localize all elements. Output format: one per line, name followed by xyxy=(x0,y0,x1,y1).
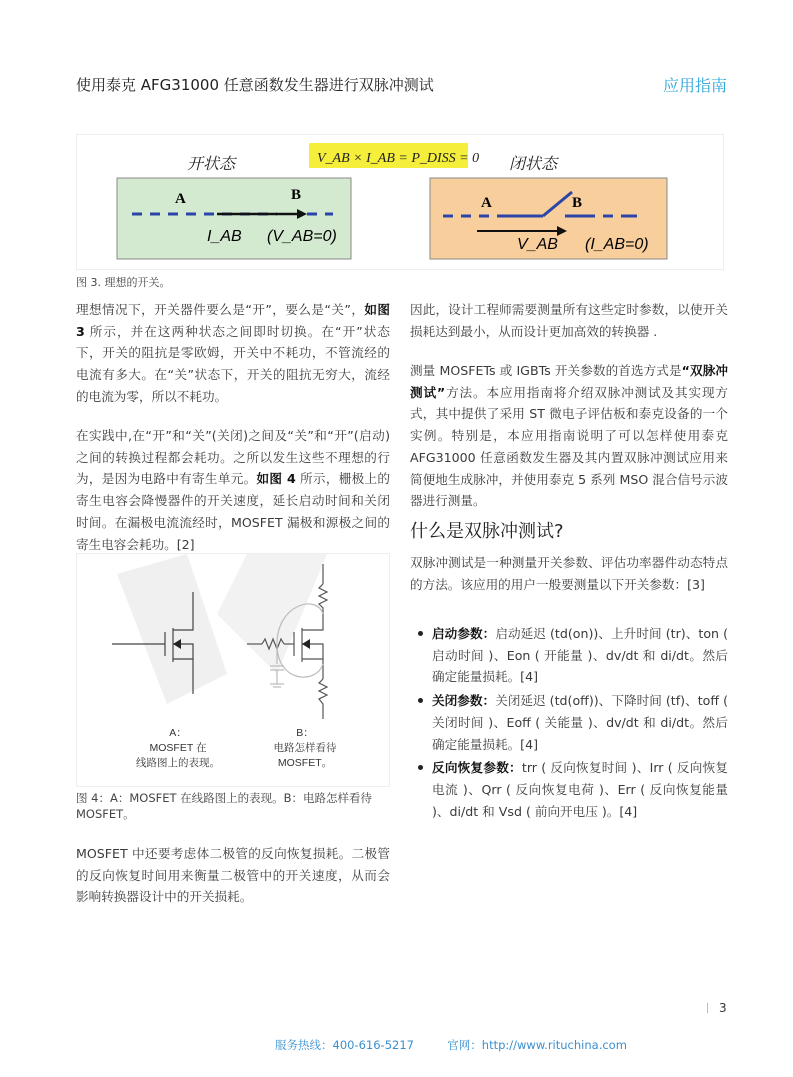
paragraph-ideal-switch: 理想情况下，开关器件要么是“开”，要么是“关”，如图 3 所示，并在这两种状态之间即时切换。在“开”状态下，开关的阻抗是零欧姆，开关中不耗功，不管流经的电流有多大。在“关”状态下，开关的阻抗无穷大，流经的电流为零，所以不耗功。 xyxy=(76,302,390,404)
website-link[interactable]: http://www.rituchina.com xyxy=(481,1038,627,1052)
paragraph-practice: 在实践中,在“开”和“关”(关闭)之间及“关”和“开”(启动)之间的转换过程都会耗功。之所以发生这些不理想的行为，是因为电路中有寄生单元。如图 4 所示，栅极上的寄生电容会降慢器件的开关速度，延长启动时间和关闭时间。在漏极电流流经时，MOSFET 漏极和源极之间的寄生电容会耗功。[2] xyxy=(76,428,390,552)
paragraph-definition: 双脉冲测试是一种测量开关参数、评估功率器件动态特点的方法。该应用的用户一般要测量以下开关参数：[3] xyxy=(410,555,728,592)
on-point-a: A xyxy=(175,191,186,207)
off-point-b: B xyxy=(572,195,583,211)
figure-3-ideal-switch xyxy=(76,134,724,270)
list-item: 关闭参数：关闭延迟 (td(off))、下降时间 (tf)、toff ( 关闭时间 )、Eoff ( 关能量 )、dv/dt 和 di/dt。然后确定能量损耗。[4] xyxy=(410,690,728,755)
paragraph-double-pulse-intro: 测量 MOSFETs 或 IGBTs 开关参数的首选方式是“双脉冲测试”方法。本应用指南将介绍双脉冲测试及其实现方式，其中提供了采用 ST 微电子评估板和泰克设备的一个实例。特别是，本应用指南说明了可以怎样使用泰克 AFG31000 任意函数发生器及其内置双脉冲测试应用来简便地生成脉冲，并使用泰克 5 系列 MSO 混合信号示波器进行测量。 xyxy=(410,363,729,509)
list-item: 反向恢复参数：trr ( 反向恢复时间 )、Irr ( 反向恢复电流 )、Qrr ( 反向恢复电荷 )、Err ( 反向恢复能量 )、di/dt 和 Vsd ( 前向开电压 )。[4] xyxy=(410,757,728,822)
footer-contact: 服务热线：400-616-5217 官网：http://www.rituchina.com xyxy=(275,1038,627,1052)
label-b-line2: MOSFET。 xyxy=(277,757,333,769)
on-current: I_AB xyxy=(207,228,242,245)
off-current: (I_AB=0) xyxy=(585,236,649,253)
off-voltage: V_AB xyxy=(517,236,558,253)
label-a-title: A： xyxy=(169,727,187,739)
label-a-line2: 线路图上的表现。 xyxy=(136,757,220,769)
figure-4-mosfet xyxy=(76,553,390,787)
off-point-a: A xyxy=(481,195,492,211)
label-a-line1: MOSFET 在 xyxy=(149,742,207,754)
formula: V_AB × I_AB = P_DISS = 0 xyxy=(317,151,480,166)
on-voltage: (V_AB=0) xyxy=(267,228,337,245)
figure-3-caption: 图 3. 理想的开关。 xyxy=(76,276,171,289)
parameter-list xyxy=(410,623,728,824)
document-title: 使用泰克 AFG31000 任意函数发生器进行双脉冲测试 xyxy=(76,76,434,94)
figure-4-caption: 图 4：A：MOSFET 在线路图上的表现。B：电路怎样看待 MOSFET。 xyxy=(76,791,373,821)
on-state-box xyxy=(117,178,351,259)
on-point-b: B xyxy=(291,187,302,203)
list-item: 启动参数：启动延迟 (td(on))、上升时间 (tr)、ton ( 启动时间 )、Eon ( 开能量 )、dv/dt 和 di/dt。然后确定能量损耗。[4] xyxy=(410,623,728,688)
off-state-label: 闭状态 xyxy=(509,156,558,173)
on-state-label: 开状态 xyxy=(187,156,236,173)
paragraph-diode-recovery: MOSFET 中还要考虑体二极管的反向恢复损耗。二极管的反向恢复时间用来衡量二极管中的开关速度，从而会影响转换器设计中的开关损耗。 xyxy=(76,846,390,905)
section-heading: 什么是双脉冲测试? xyxy=(410,521,564,542)
label-b-line1: 电路怎样看待 xyxy=(273,742,337,754)
section-label: 应用指南 xyxy=(662,76,727,95)
page-number: 3 xyxy=(719,1001,727,1015)
paragraph-design-engineers: 因此，设计工程师需要测量所有这些定时参数，以使开关损耗达到最小，从而设计更加高效的转换器 . xyxy=(410,302,728,339)
hotline: 400-616-5217 xyxy=(332,1038,414,1052)
label-b-title: B： xyxy=(296,727,314,739)
page-divider xyxy=(707,1003,708,1013)
